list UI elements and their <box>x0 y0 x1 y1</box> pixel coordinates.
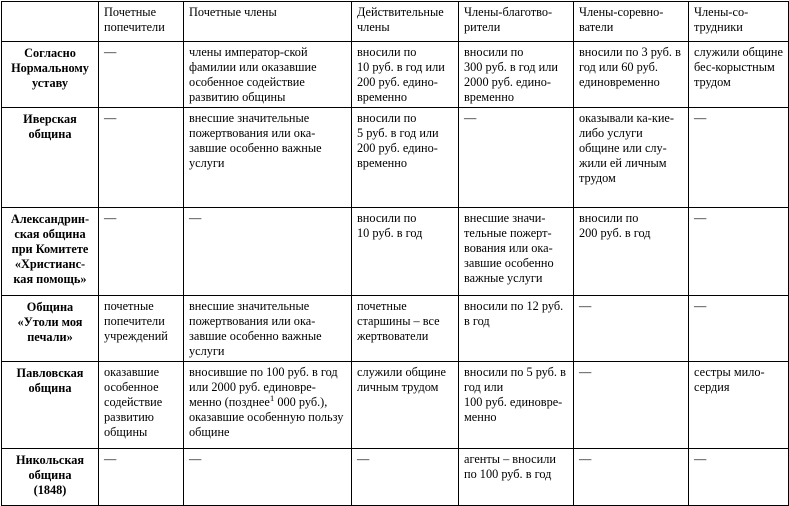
table-row <box>2 362 789 449</box>
cell-full-members: вносили по 10 руб. в год <box>352 208 459 296</box>
cell-honorary-trustees: — <box>99 208 184 296</box>
table-page <box>0 1 789 497</box>
row-label-utoli-moya-pechali: Община «Утоли моя печали» <box>2 296 99 362</box>
cell-emulator-members: оказывали ка-кие-либо услуги общине или слу-жили ей личным трудом <box>574 108 689 208</box>
header-row <box>2 2 789 42</box>
footnote-marker: 1 <box>269 392 275 403</box>
honorary-members-text-after: 000 руб.), оказавшие особенную пользу общине <box>189 395 344 439</box>
cell-benefactor-members: вносили по 12 руб. в год <box>459 296 574 362</box>
cell-collaborator-members: — <box>689 108 789 208</box>
cell-honorary-members: внесшие значительные пожертвования или ока-завшие особенно важные услуги <box>184 108 352 208</box>
cell-honorary-members: — <box>184 208 352 296</box>
header-cell-emulator-members: Члены-соревно- ватели <box>574 2 689 42</box>
cell-honorary-trustees: — <box>99 108 184 208</box>
cell-emulator-members: вносили по 3 руб. в год или 60 руб. единовременно <box>574 42 689 108</box>
cell-collaborator-members: — <box>689 296 789 362</box>
cell-full-members: вносили по 5 руб. в год или 200 руб. едино- временно <box>352 108 459 208</box>
table-row <box>2 296 789 362</box>
header-cell-collaborator-members: Члены-со- трудники <box>689 2 789 42</box>
header-cell-honorary-trustees: Почетные попечители <box>99 2 184 42</box>
cell-honorary-trustees: оказавшие особенное содействие развитию общины <box>99 362 184 449</box>
cell-collaborator-members: — <box>689 208 789 296</box>
row-label-aleksandrinskaya: Александрин- ская община при Комитете «Христианс- кая помощь» <box>2 208 99 296</box>
cell-benefactor-members: агенты – вносили по 100 руб. в год <box>459 449 574 506</box>
header-cell-honorary-members: Почетные члены <box>184 2 352 42</box>
cell-full-members: почетные старшины – все жертвователи <box>352 296 459 362</box>
row-label-nikolskaya: Никольская община (1848) <box>2 449 99 506</box>
header-cell-benefactor-members: Члены-благотво- рители <box>459 2 574 42</box>
cell-emulator-members: — <box>574 362 689 449</box>
table-row <box>2 449 789 506</box>
cell-collaborator-members: — <box>689 449 789 506</box>
table-header <box>2 2 789 42</box>
cell-benefactor-members: вносили по 300 руб. в год или 2000 руб. едино- временно <box>459 42 574 108</box>
row-label-pavlovskaya: Павловская община <box>2 362 99 449</box>
table-row <box>2 108 789 208</box>
cell-full-members: вносили по 10 руб. в год или 200 руб. едино- временно <box>352 42 459 108</box>
cell-emulator-members: — <box>574 449 689 506</box>
row-label-normal-charter: Согласно Нормальному уставу <box>2 42 99 108</box>
cell-honorary-trustees: — <box>99 449 184 506</box>
header-cell-full-members: Действительные члены <box>352 2 459 42</box>
cell-honorary-members: члены император-ской фамилии или оказавшие особенное содействие развитию общины <box>184 42 352 108</box>
cell-honorary-trustees: — <box>99 42 184 108</box>
table-row <box>2 208 789 296</box>
cell-benefactor-members: внесшие значи-тельные пожерт-вования или ока-завшие особенно важные услуги <box>459 208 574 296</box>
row-label-iverskaya: Иверская община <box>2 108 99 208</box>
cell-full-members: служили общине личным трудом <box>352 362 459 449</box>
cell-full-members: — <box>352 449 459 506</box>
nursing-communities-membership-table <box>1 1 789 506</box>
cell-honorary-members: внесшие значительные пожертвования или ока-завшие особенно важные услуги <box>184 296 352 362</box>
cell-benefactor-members: вносили по 5 руб. в год или 100 руб. единовре- менно <box>459 362 574 449</box>
cell-benefactor-members: — <box>459 108 574 208</box>
table-row <box>2 42 789 108</box>
cell-honorary-members: — <box>184 449 352 506</box>
cell-emulator-members: вносили по 200 руб. в год <box>574 208 689 296</box>
table-body <box>2 42 789 506</box>
cell-collaborator-members: сестры мило-сердия <box>689 362 789 449</box>
honorary-members-text-before: вносившие по 100 руб. в год или 2000 руб. единовре-менно (позднее <box>189 365 338 409</box>
cell-honorary-members <box>184 362 352 449</box>
cell-honorary-trustees: почетные попечители учреждений <box>99 296 184 362</box>
cell-emulator-members: — <box>574 296 689 362</box>
header-cell-corner <box>2 2 99 42</box>
cell-collaborator-members: служили общине бес-корыстным трудом <box>689 42 789 108</box>
